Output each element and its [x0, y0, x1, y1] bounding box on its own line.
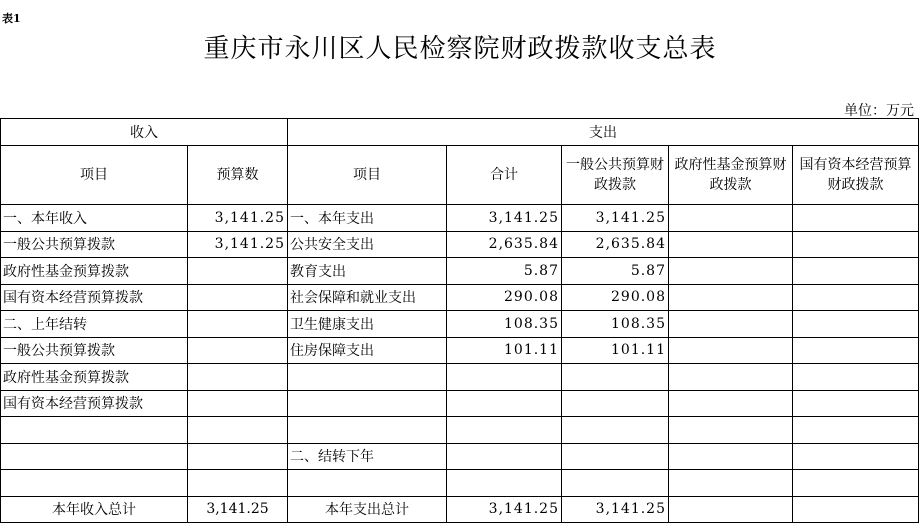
gov-fund-cell	[669, 258, 793, 285]
gov-fund-header: 政府性基金预算财政拨款	[669, 146, 793, 205]
total-cell: 108.35	[447, 311, 562, 338]
total-cell: 101.11	[447, 337, 562, 364]
income-amount-cell	[188, 364, 288, 391]
general-budget-cell	[562, 364, 669, 391]
table-row	[1, 205, 919, 232]
total-cell	[447, 470, 562, 497]
general-budget-cell: 3,141.25	[562, 496, 669, 523]
gov-fund-cell	[669, 364, 793, 391]
general-budget-cell: 290.08	[562, 284, 669, 311]
expense-item-cell	[288, 364, 447, 391]
income-item-cell: 二、上年结转	[1, 311, 188, 338]
income-amount-cell	[188, 284, 288, 311]
expense-item-cell: 本年支出总计	[288, 496, 447, 523]
gov-fund-cell	[669, 284, 793, 311]
income-item-cell	[1, 417, 188, 444]
income-item-cell: 政府性基金预算拨款	[1, 258, 188, 285]
total-cell: 5.87	[447, 258, 562, 285]
gov-fund-cell	[669, 205, 793, 232]
expense-item-cell	[288, 390, 447, 417]
income-item-cell	[1, 443, 188, 470]
income-item-header: 项目	[1, 146, 188, 205]
expense-item-cell	[288, 470, 447, 497]
gov-fund-cell	[669, 390, 793, 417]
state-capital-cell	[793, 337, 919, 364]
unit-label: 单位：万元	[844, 103, 914, 119]
total-cell	[447, 417, 562, 444]
state-capital-cell	[793, 496, 919, 523]
state-capital-cell	[793, 231, 919, 258]
header-row-1	[1, 119, 919, 146]
general-budget-cell	[562, 470, 669, 497]
total-cell: 3,141.25	[447, 496, 562, 523]
income-item-cell: 政府性基金预算拨款	[1, 364, 188, 391]
table-row	[1, 337, 919, 364]
income-item-cell: 一般公共预算拨款	[1, 337, 188, 364]
budget-header: 预算数	[188, 146, 288, 205]
income-item-cell: 国有资本经营预算拨款	[1, 284, 188, 311]
expense-item-cell: 教育支出	[288, 258, 447, 285]
state-capital-cell	[793, 443, 919, 470]
table-row	[1, 470, 919, 497]
expense-item-cell: 住房保障支出	[288, 337, 447, 364]
expense-item-cell: 卫生健康支出	[288, 311, 447, 338]
total-cell: 2,635.84	[447, 231, 562, 258]
expense-item-cell: 一、本年支出	[288, 205, 447, 232]
income-amount-cell	[188, 390, 288, 417]
state-capital-cell	[793, 258, 919, 285]
table-row	[1, 231, 919, 258]
income-amount-cell	[188, 443, 288, 470]
income-amount-cell: 3,141.25	[188, 205, 288, 232]
gov-fund-cell	[669, 470, 793, 497]
total-cell: 3,141.25	[447, 205, 562, 232]
table-row	[1, 311, 919, 338]
income-amount-cell	[188, 337, 288, 364]
general-budget-cell: 5.87	[562, 258, 669, 285]
income-item-cell: 本年收入总计	[1, 496, 188, 523]
state-capital-cell	[793, 417, 919, 444]
table-row	[1, 364, 919, 391]
state-capital-cell	[793, 205, 919, 232]
gov-fund-cell	[669, 231, 793, 258]
table-body	[1, 205, 919, 523]
general-budget-header: 一般公共预算财政拨款	[562, 146, 669, 205]
income-amount-cell	[188, 311, 288, 338]
table-row	[1, 284, 919, 311]
page-title: 重庆市永川区人民检察院财政拨款收支总表	[203, 34, 717, 64]
total-cell	[447, 443, 562, 470]
income-amount-cell	[188, 258, 288, 285]
budget-table	[0, 118, 919, 523]
table-row	[1, 496, 919, 523]
income-item-cell: 一、本年收入	[1, 205, 188, 232]
general-budget-cell	[562, 390, 669, 417]
gov-fund-cell	[669, 443, 793, 470]
general-budget-cell: 3,141.25	[562, 205, 669, 232]
total-cell: 290.08	[447, 284, 562, 311]
gov-fund-cell	[669, 496, 793, 523]
gov-fund-cell	[669, 337, 793, 364]
income-header: 收入	[1, 119, 288, 146]
table-row	[1, 443, 919, 470]
income-amount-cell	[188, 417, 288, 444]
gov-fund-cell	[669, 417, 793, 444]
header-row-2	[1, 146, 919, 205]
expense-item-cell	[288, 417, 447, 444]
expense-item-header: 项目	[288, 146, 447, 205]
table-row	[1, 417, 919, 444]
state-capital-cell	[793, 284, 919, 311]
state-capital-header: 国有资本经营预算财政拨款	[793, 146, 919, 205]
general-budget-cell: 2,635.84	[562, 231, 669, 258]
expense-item-cell: 社会保障和就业支出	[288, 284, 447, 311]
total-header: 合计	[447, 146, 562, 205]
expense-header: 支出	[288, 119, 919, 146]
table-number: 表1	[2, 12, 21, 25]
gov-fund-cell	[669, 311, 793, 338]
income-amount-cell: 3,141.25	[188, 231, 288, 258]
general-budget-cell: 101.11	[562, 337, 669, 364]
state-capital-cell	[793, 390, 919, 417]
state-capital-cell	[793, 364, 919, 391]
general-budget-cell	[562, 417, 669, 444]
state-capital-cell	[793, 311, 919, 338]
table-row	[1, 390, 919, 417]
table-row	[1, 258, 919, 285]
total-cell	[447, 364, 562, 391]
general-budget-cell	[562, 443, 669, 470]
expense-item-cell: 二、结转下年	[288, 443, 447, 470]
income-item-cell	[1, 470, 188, 497]
state-capital-cell	[793, 470, 919, 497]
income-amount-cell: 3,141.25	[188, 496, 288, 523]
income-item-cell: 一般公共预算拨款	[1, 231, 188, 258]
total-cell	[447, 390, 562, 417]
income-amount-cell	[188, 470, 288, 497]
income-item-cell: 国有资本经营预算拨款	[1, 390, 188, 417]
general-budget-cell: 108.35	[562, 311, 669, 338]
expense-item-cell: 公共安全支出	[288, 231, 447, 258]
